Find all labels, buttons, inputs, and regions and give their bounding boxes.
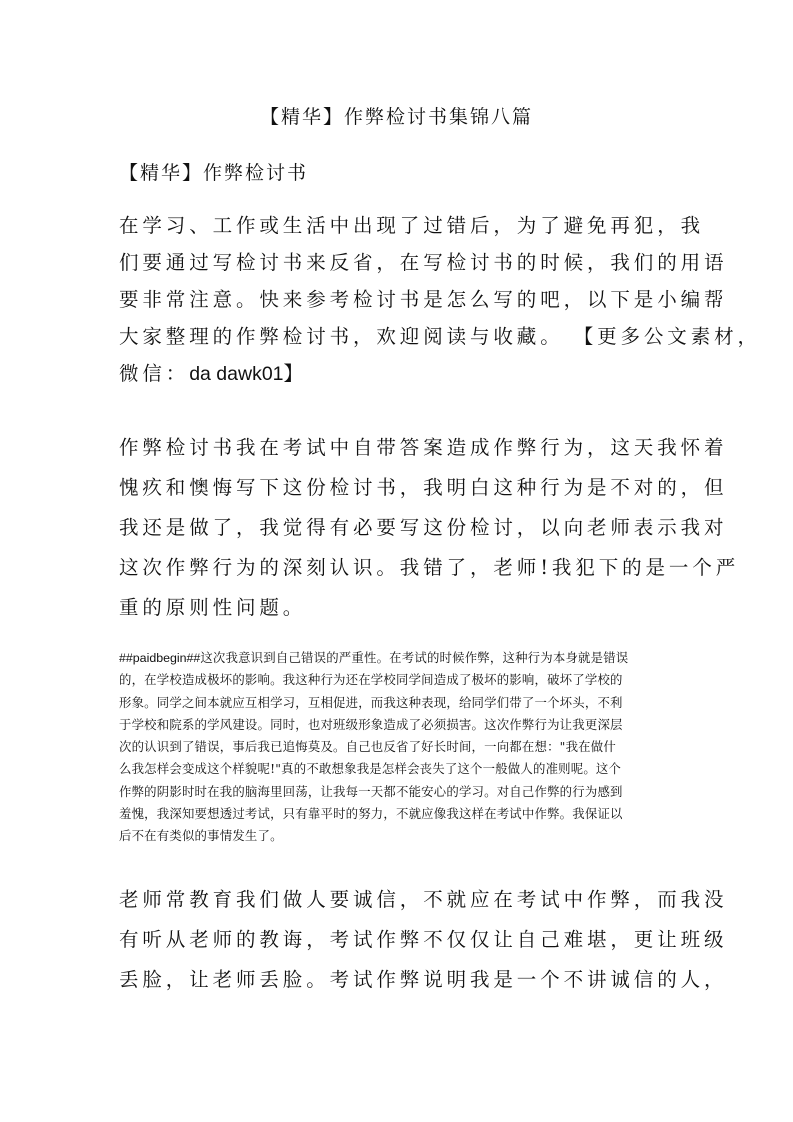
paragraph-line: 丢脸，让老师丢脸。考试作弊说明我是一个不讲诚信的人， <box>119 968 728 991</box>
document-title: 【精华】作弊检讨书集锦八篇 <box>259 106 533 128</box>
intro-paragraph <box>119 207 761 392</box>
paragraph-2 <box>119 647 679 848</box>
bracket-close: 】 <box>283 362 307 385</box>
wechat-id: da dawk01 <box>189 363 284 385</box>
paragraph-3 <box>119 880 728 1000</box>
document-subtitle: 【精华】作弊检讨书 <box>119 162 309 184</box>
intro-line: 们要通过写检讨书来反省，在写检讨书的时候，我们的用语 <box>119 251 728 274</box>
paid-marker: ##paidbegin## <box>119 651 201 665</box>
paragraph-line: 后不在有类似的事情发生了。 <box>119 828 283 844</box>
paragraph-line: 作弊的阴影时时在我的脑海里回荡，让我每一天都不能安心的学习。对自己作弊的行为感到 <box>119 783 623 799</box>
intro-line: 大家整理的作弊检讨书，欢迎阅读与收藏。 【更多公文素材， <box>119 325 761 348</box>
intro-line: 在学习、工作或生活中出现了过错后，为了避免再犯，我 <box>119 214 705 237</box>
paragraph-line: 有听从老师的教诲，考试作弊不仅仅让自己难堪，更让班级 <box>119 928 728 951</box>
paragraph-line: 这次作弊行为的深刻认识。我错了，老师!我犯下的是一个严 <box>119 556 740 579</box>
paragraph-line: 老师常教育我们做人要诚信，不就应在考试中作弊，而我没 <box>119 888 728 911</box>
paragraph-line: 形象。同学之间本就应互相学习，互相促进，而我这种表现，给同学们带了一个坏头，不利 <box>119 694 623 710</box>
paragraph-line: 次的认识到了错误，事后我已追悔莫及。自己也反省了好长时间，一向都在想："我在做什 <box>119 739 616 755</box>
paragraph-line: 重的原则性问题。 <box>119 596 307 619</box>
intro-last-line <box>119 355 679 392</box>
paragraph-line: 作弊检讨书我在考试中自带答案造成作弊行为，这天我怀着 <box>119 436 728 459</box>
paragraph-line: 愧疚和懊悔写下这份检讨书，我明白这种行为是不对的，但 <box>119 476 728 499</box>
paragraph-line <box>119 647 679 669</box>
paragraph-line: 的，在学校造成极坏的影响。我这种行为还在学校同学间造成了极坏的影响，破坏了学校的 <box>119 672 623 688</box>
paragraph-line: 我还是做了，我觉得有必要写这份检讨，以向老师表示我对 <box>119 516 728 539</box>
paragraph-line: 于学校和院系的学风建设。同时，也对班级形象造成了必须损害。这次作弊行为让我更深层 <box>119 716 623 732</box>
intro-line: 要非常注意。快来参考检讨书是怎么写的吧，以下是小编帮 <box>119 288 728 311</box>
paragraph-1 <box>119 428 740 628</box>
paragraph-line: 羞愧，我深知要想透过考试，只有靠平时的努力，不就应像我这样在考试中作弊。我保证以 <box>119 806 623 822</box>
wechat-label: 微信： <box>119 362 190 385</box>
paragraph-line: 么我怎样会变成这个样貌呢!"真的不敢想象我是怎样会丧失了这个一般做人的准则呢。这个 <box>119 761 622 777</box>
paragraph-text: 这次我意识到自己错误的严重性。在考试的时候作弊，这种行为本身就是错误 <box>200 650 629 665</box>
